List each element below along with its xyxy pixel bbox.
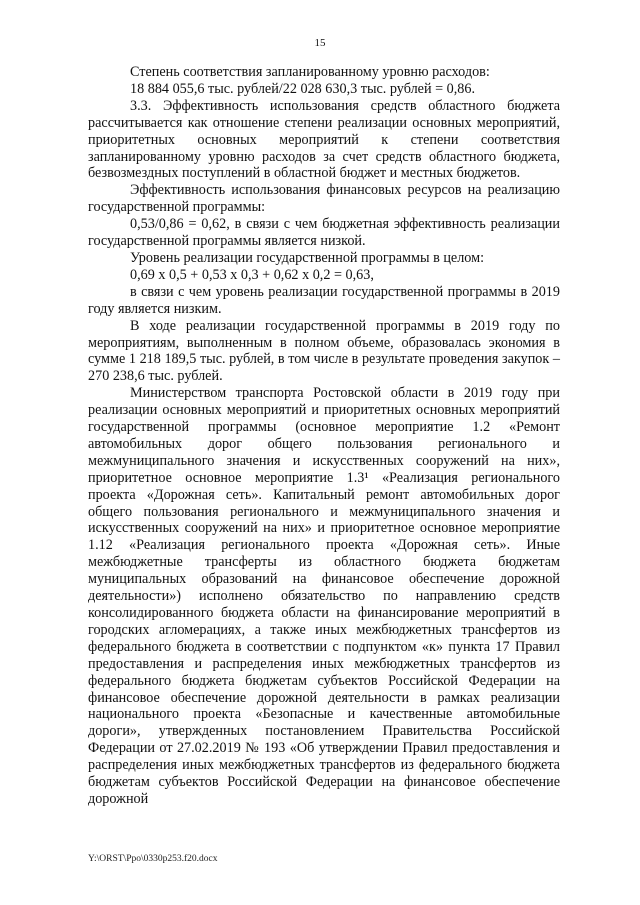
paragraph-ministry-transport: Министерством транспорта Ростовской области в 2019 году при реализации основных мероприятий и приоритетных основных мероприятий государственной программы (основное мероприятие 1.2 «Ремонт автомобильных дорог общего пользования регионального и межмуниципального значения и искусственных сооружений на них», приоритетное основное мероприятие 1.3¹ «Реализация регионального проекта «Дорожная сеть». Капитальный ремонт автомобильных дорог общего пользования регионального и межмуниципального значения и искусственных сооружений на них» и приоритетное основное мероприятие 1.12 «Реализация регионального проекта «Дорожная сеть». Иные межбюджетные трансферты из областного бюджета бюджетам муниципальных образований на финансовое обеспечение дорожной деятельности») исполнено обязательство по направлению средств консолидированного бюджета области на финансирование мероприятий в городских агломерациях, а также иных межбюджетных трансфертов из федерального бюджета в соответствии с подпунктом «к» пункта 17 Правил предоставления и распределения иных межбюджетных трансфертов из федерального бюджета бюджетам субъектов Российской Федерации на финансовое обеспечение дорожной деятельности в рамках реализации национального проекта «Безопасные и качественные автомобильные дороги», утвержденных постановлением Правительства Российской Федерации от 27.02.2019 № 193 «Об утверждении Правил предоставления и распределения иных межбюджетных трансфертов из федерального бюджета бюджетам субъектов Российской Федерации на финансовое обеспечение дорожной	[88, 385, 560, 807]
page-number: 15	[314, 37, 326, 49]
paragraph-program-level-conclusion: в связи с чем уровень реализации государственной программы в 2019 году является низким.	[88, 283, 560, 317]
paragraph-program-level-formula: 0,69 х 0,5 + 0,53 х 0,3 + 0,62 х 0,2 = 0,63,	[130, 266, 374, 283]
paragraph-financial-efficiency-formula: 0,53/0,86 = 0,62, в связи с чем бюджетная эффективность реализации государственной программы является низкой.	[88, 216, 560, 250]
paragraph-financial-efficiency-label: Эффективность использования финансовых ресурсов на реализацию государственной программы:	[88, 182, 560, 216]
paragraph-expense-compliance-label: Степень соответствия запланированному уровню расходов:	[130, 64, 490, 80]
paragraph-expense-compliance-formula: 18 884 055,6 тыс. рублей/22 028 630,3 тыс. рублей = 0,86.	[130, 80, 476, 97]
paragraph-budget-efficiency-definition: 3.3. Эффективность использования средств областного бюджета рассчитывается как отношение степени реализации основных мероприятий, приоритетных основных мероприятий к степени соответствия запланированному уровню расходов за счет средств областного бюджета, безвозмездных поступлений в областной бюджет и местных бюджетов.	[88, 97, 560, 182]
paragraph-savings: В ходе реализации государственной программы в 2019 году по мероприятиям, выполненным в полном объеме, образовалась экономия в сумме 1 218 189,5 тыс. рублей, в том числе в результате проведения закупок – 270 238,6 тыс. рублей.	[88, 317, 560, 385]
footer-file-path: Y:\ORST\Ppo\0330p253.f20.docx	[88, 854, 218, 864]
paragraph-program-level-label: Уровень реализации государственной программы в целом:	[130, 249, 485, 266]
document-body	[88, 64, 560, 808]
